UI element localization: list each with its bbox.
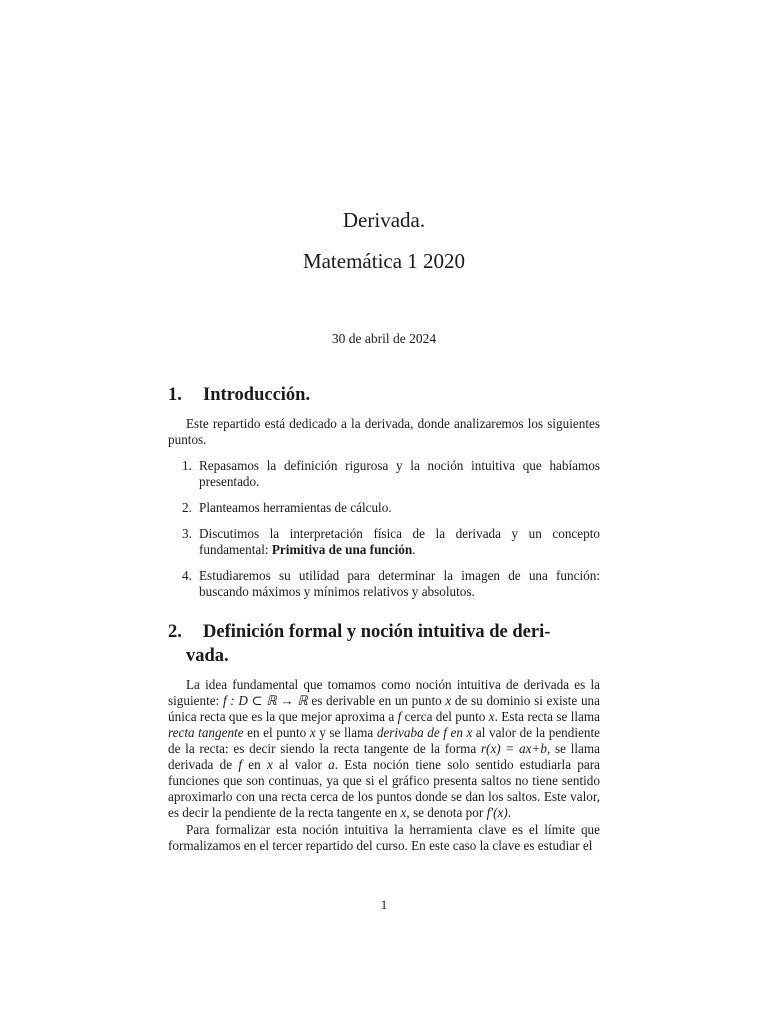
math-var: a — [328, 757, 335, 772]
formalization-paragraph — [168, 822, 600, 854]
text-run: es derivable en un punto — [307, 693, 446, 708]
math-var: f — [397, 709, 402, 724]
math-var: x — [488, 709, 495, 724]
text-run: , se llama derivada de — [168, 741, 600, 772]
math-line-equation: r(x) = ax+b — [480, 741, 547, 756]
text-run: La idea fundamental que tomamos como noción intuitiva de derivada es la siguiente: — [168, 677, 600, 708]
text-run: en — [242, 757, 267, 772]
text-run: al valor de la pendiente de la recta: es decir siendo la recta tangente de la forma — [168, 725, 600, 756]
list-item — [168, 526, 600, 558]
section-title: Introducción. — [203, 385, 311, 405]
text-run: al valor — [272, 757, 329, 772]
list-item-text: Estudiaremos su utilidad para determinar la imagen de una función: buscando máximos y mínimos relativos y absolutos. — [199, 568, 600, 599]
list-marker: 2. — [182, 500, 192, 515]
text-run: , se denota por — [406, 805, 487, 820]
text-run: y se llama — [315, 725, 377, 740]
section-number: 1. — [168, 385, 182, 405]
text-run: cerca del punto — [401, 709, 489, 724]
document-date: 30 de abril de 2024 — [331, 331, 437, 346]
section-heading-introduccion — [168, 383, 600, 407]
text-run: . Esta noción tiene solo sentido estudiarla para funciones que son continuas, ya que si el gráfico presenta saltos no tiene sentido aproximarlo con una recta cerca de los puntos donde se dan los saltos. Este valor, es decir la pendiente de la recta tangente en — [168, 757, 600, 820]
list-marker: 1. — [182, 458, 192, 473]
list-item-text: Repasamos la definición rigurosa y la noción intuitiva que habíamos presentado. — [199, 458, 600, 489]
section-title-continued: vada. — [186, 646, 229, 666]
document-page — [168, 0, 600, 1024]
document-title: Derivada. — [342, 208, 426, 232]
topics-list — [168, 458, 600, 600]
emphasis-term: derivaba de f en x — [376, 725, 473, 740]
math-var: x — [266, 757, 273, 772]
list-marker: 4. — [182, 568, 192, 583]
page-number: 1 — [380, 897, 388, 912]
math-var: x — [400, 805, 407, 820]
math-var: x — [445, 693, 452, 708]
section-title: Definición formal y noción intuitiva de deri- — [203, 622, 551, 642]
list-item — [168, 500, 600, 516]
text-run: en el punto — [243, 725, 310, 740]
math-derivative: f′(x) — [486, 805, 508, 820]
text-run: de su dominio si existe una única recta que es la que mejor aproxima a — [168, 693, 600, 724]
math-var: x — [309, 725, 316, 740]
emphasis-term: recta tangente — [168, 725, 244, 740]
list-item-bold: Primitiva de una función — [271, 542, 413, 557]
list-marker: 3. — [182, 526, 192, 541]
text-run: . — [507, 805, 512, 820]
definition-paragraph — [168, 677, 600, 821]
list-item — [168, 568, 600, 600]
text-run: . Esta recta se llama — [494, 709, 600, 724]
formalization-text: Para formalizar esta noción intuitiva la herramienta clave es el límite que formalizamos en el tercer repartido del curso. En este caso la clave es estudiar el — [168, 822, 600, 853]
list-item-text-end: . — [412, 542, 416, 557]
list-item-text: Discutimos la interpretación física de la derivada y un concepto fundamental: — [199, 526, 600, 557]
document-subtitle: Matemática 1 2020 — [302, 249, 466, 273]
section-number: 2. — [168, 622, 182, 642]
math-function-signature: f : D ⊂ ℝ → ℝ — [222, 693, 308, 708]
intro-paragraph — [168, 416, 600, 448]
list-item — [168, 458, 600, 490]
section-heading-definicion — [168, 620, 600, 668]
math-var: f — [238, 757, 242, 772]
list-item-text: Planteamos herramientas de cálculo. — [199, 500, 392, 515]
intro-text: Este repartido está dedicado a la derivada, donde analizaremos los siguientes puntos. — [168, 416, 600, 447]
